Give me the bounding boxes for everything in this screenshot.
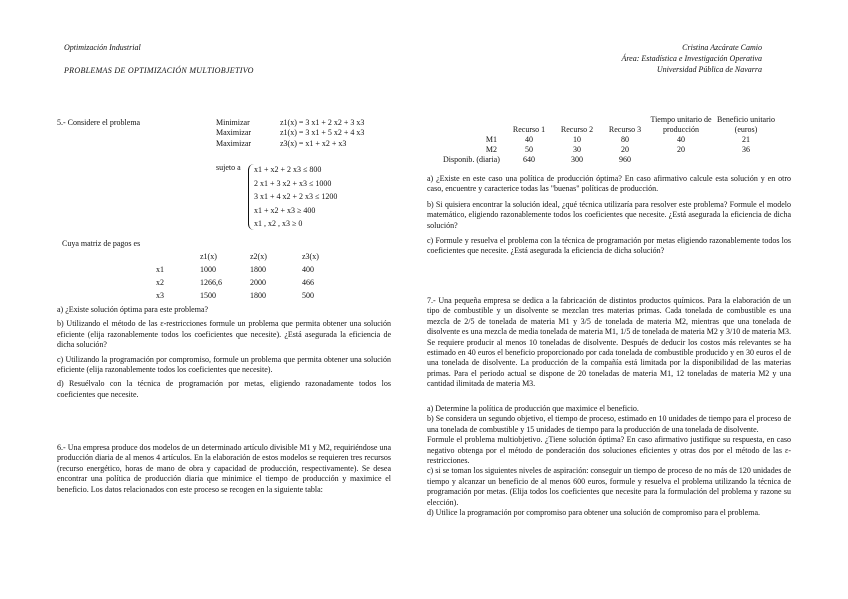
p5-question-b: b) Utilizando el método de las ε-restricciones formule un problema que permita obtener una solución eficiente (elija razonablemente todos los coeficientes que necesite). ¿Está asegurada la eficiencia de dicha solución? [57, 319, 391, 350]
header-title: PROBLEMAS DE OPTIMIZACIÓN MULTIOBJETIVO [64, 66, 254, 75]
p5-payoff-title: Cuya matriz de pagos es [62, 239, 141, 248]
p6-row-label: M2 [485, 145, 497, 154]
p6-cell: 960 [619, 155, 631, 164]
p7-questions [427, 404, 791, 518]
p5-question-a: a) ¿Existe solución óptima para este problema? [57, 305, 209, 314]
objective-expr: z1(x) = 3 x1 + 2 x2 + 3 x3 [280, 118, 365, 127]
p5-questions [57, 305, 391, 400]
objective-expr: z3(x) = x1 + x2 + x3 [280, 138, 347, 148]
p6-table-row [443, 145, 779, 155]
constraint-4: x1 + x2 + x3 ≥ 400 [254, 205, 316, 215]
p5-objective-1 [216, 118, 406, 128]
payoff-row [152, 276, 342, 289]
payoff-row [152, 289, 342, 302]
header-university: Universidad Pública de Navarra [656, 65, 762, 74]
p7-intro: 7.- Una pequeña empresa se dedica a la fabricación de distintos productos químicos. Para la elaboración de un tipo de combustible y un disolvente se mezclan tres materias primas. Cada tonelada de combustible es una mezcla de 2/5 de tonelada de materia M1 y 3/5 de tonelada de materia M2, mientras que una tonelada de disolvente es una mezcla de media tonelada de materia M1, 1/5 de tonelada de materia M2 y 3/10 de materia M3. Se requiere producir al menos 10 toneladas de disolvente. Después de deducir los costos más relevantes se ha estimado en 40 euros el beneficio proporcionado por cada tonelada de combustible producido y en 30 euros el de una tonelada de disolvente. La producción de la compañía está limitada por la disponibilidad de las materias primas. Para el periodo actual se dispone de 20 toneladas de materia M1, 12 toneladas de materia M2 y una cantidad ilimitada de materia M3. [427, 296, 791, 389]
p6-cell: 40 [525, 135, 533, 144]
payoff-cell: 1266,6 [200, 278, 222, 287]
p6-cell: 40 [677, 135, 685, 144]
p7-question-c: c) si se toman los siguientes niveles de aspiración: conseguir un tiempo de proceso de no más de 120 unidades de tiempo y alcanzar un beneficio de al menos 600 euros, formule y resuelva el problema utilizando la técnica de programación por metas. (Elija todos los coeficientes que necesite para la formulación del problema y razone su elección). [427, 466, 791, 507]
p6-col-header: Beneficio unitario (euros) [717, 115, 775, 134]
p7-question-a: a) Determine la política de producción que maximice el beneficio. [427, 404, 639, 413]
constraint-3: 3 x1 + 4 x2 + 2 x3 ≤ 1200 [254, 192, 338, 201]
p6-cell: 30 [573, 145, 581, 154]
p7-question-b2: Formule el problema multiobjetivo. ¿Tiene solución óptima? En caso afirmativo justifique su respuesta, en caso negativo obtenga por el método de ponderación dos soluciones eficientes y otras dos por el método de las ε-restricciones. [427, 435, 791, 465]
objective-kind: Minimizar [216, 118, 250, 127]
p6-row-label: M1 [485, 135, 497, 144]
p6-cell [713, 155, 779, 165]
p6-cell: 36 [742, 145, 750, 154]
p6-cell: 20 [677, 145, 685, 154]
payoff-table [152, 250, 342, 302]
payoff-row-label: x3 [156, 291, 164, 300]
p7-question-b: b) Se considera un segundo objetivo, el tiempo de proceso, estimado en 10 unidades de tiempo para el proceso de una tonelada de combustible y 15 unidades de tiempo para la producción de una tonelada de disolvente. [427, 414, 791, 434]
constraint-1: x1 + x2 + 2 x3 ≤ 800 [254, 165, 322, 174]
payoff-cell: 1000 [200, 265, 216, 274]
p6-intro: 6.- Una empresa produce dos modelos de un determinado artículo divisible M1 y M2, requiriéndose una producción diaria de al menos 4 artículos. En la elaboración de estos modelos se requieren tres recursos (recurso energético, horas de mano de obra y capacidad de producción, respectivamente). Se desea encontrar una política de producción diaria que minimice el tiempo de producción y maximice el beneficio. Los datos relacionados con este proceso se recogen en la siguiente tabla: [57, 443, 391, 494]
p5-constraints [254, 163, 337, 231]
p6-cell: 80 [621, 135, 629, 144]
objective-kind: Maximizar [216, 128, 252, 138]
p6-question-c: c) Formule y resuelva el problema con la técnica de programación por metas eligiendo razonablemente todos los coeficientes que necesite. ¿Está asegurada la eficiencia de dicha solución? [427, 235, 791, 256]
payoff-cell: 1500 [200, 291, 216, 300]
objective-kind: Maximizar [216, 138, 252, 148]
p6-col-header: Recurso 1 [512, 125, 546, 134]
payoff-cell: 500 [302, 291, 314, 300]
header-course: Optimización Industrial [64, 43, 141, 52]
constraint-2: 2 x1 + 3 x2 + x3 ≤ 1000 [254, 178, 332, 188]
payoff-row-label: x1 [156, 265, 164, 274]
p6-question-a: a) ¿Existe en este caso una política de producción óptima? En caso afirmativo calcule esta solución y en otro caso, encuentre y caracterice todas las "buenas" políticas de producción. [427, 174, 791, 194]
header-area: Área: Estadística e Investigación Operativa [621, 54, 762, 63]
p6-questions [427, 174, 791, 257]
payoff-cell: 1800 [250, 291, 266, 300]
p5-subject-to: sujeto a [216, 163, 241, 172]
payoff-cell: 466 [302, 278, 314, 287]
p6-cell: 10 [573, 135, 581, 144]
payoff-header: z1(x) [200, 252, 217, 261]
p6-col-header: Recurso 3 [608, 125, 642, 134]
p6-col-header: Tiempo unitario de producción [650, 115, 712, 134]
p5-question-c: c) Utilizando la programación por compromiso, formule un problema que permita obtener una solución eficiente (elija razonablemente todos los coeficientes que necesite). [57, 354, 391, 374]
p6-table-row [443, 135, 779, 145]
p5-title: 5.- Considere el problema [57, 118, 141, 127]
p6-row-label: Disponib. (diaria) [443, 155, 500, 164]
p6-table-row [443, 155, 779, 165]
payoff-header-row [152, 250, 342, 263]
objective-expr: z1(x) = 3 x1 + 5 x2 + 4 x3 [280, 128, 365, 138]
p5-objective-2 [216, 128, 406, 138]
payoff-row-label: x2 [156, 278, 164, 287]
p5-objective-3 [216, 139, 406, 149]
p6-cell: 300 [571, 155, 583, 164]
p6-question-b: b) Si quisiera encontrar la solución ideal, ¿qué técnica utilizaría para resolver este problema? Formule el modelo matemático, eligiendo razonablemente todos los coeficientes que necesite. ¿Está asegurada la eficiencia de dicha solución? [427, 199, 791, 230]
p6-cell: 21 [742, 135, 750, 144]
p6-cell: 20 [621, 145, 629, 154]
payoff-cell: 400 [302, 265, 314, 274]
p6-cell: 640 [523, 155, 535, 164]
p6-col-header: Recurso 2 [560, 125, 594, 134]
payoff-header: z2(x) [250, 252, 267, 261]
p6-table [443, 115, 779, 165]
p6-cell: 50 [525, 145, 533, 154]
payoff-cell: 2000 [250, 278, 266, 287]
p5-question-d: d) Resuélvalo con la técnica de programación por metas, eligiendo razonadamente todos los coeficientes que necesite. [57, 379, 391, 399]
header-author: Cristina Azcárate Camio [682, 43, 762, 52]
p7-question-d: d) Utilice la programación por compromiso para obtener una solución de compromiso para el problema. [427, 507, 761, 517]
payoff-header: z3(x) [302, 252, 319, 261]
p5-objectives [216, 118, 406, 149]
p6-table-header [443, 115, 779, 135]
payoff-row [152, 263, 342, 276]
payoff-cell: 1800 [250, 265, 266, 274]
constraint-5: x1 , x2 , x3 ≥ 0 [254, 219, 303, 228]
p6-cell [649, 155, 713, 165]
